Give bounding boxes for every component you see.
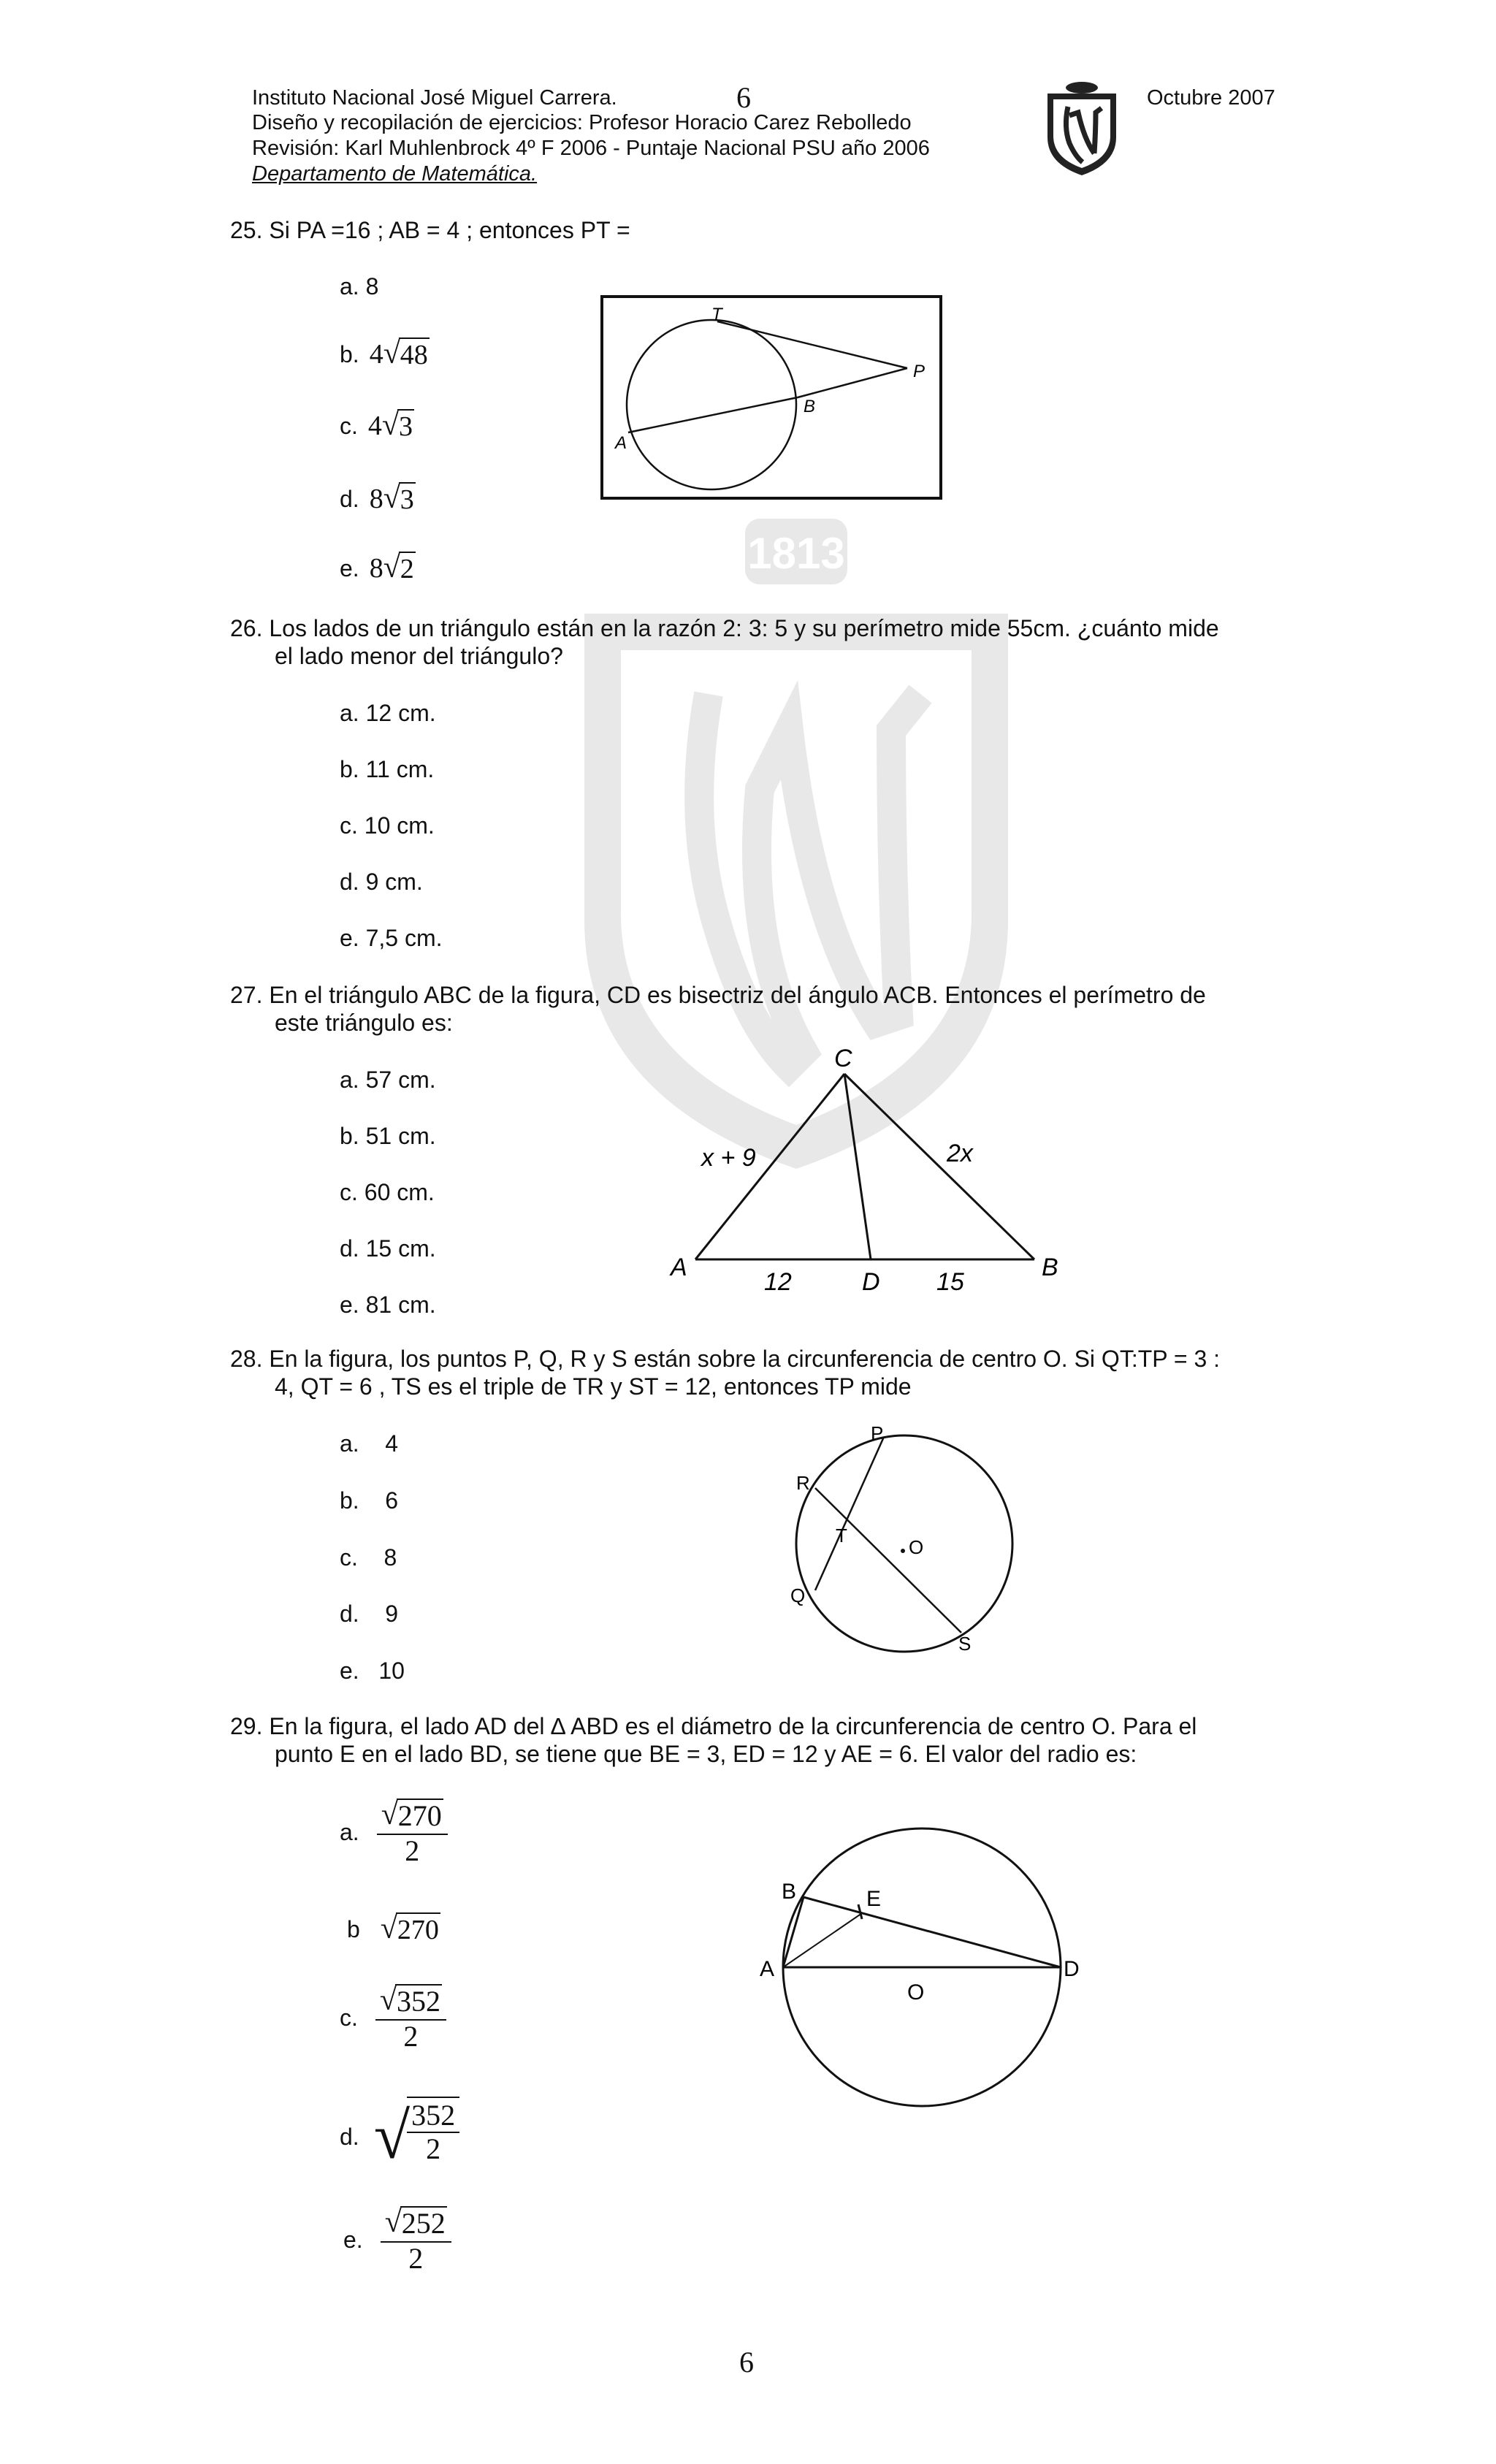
q25-figure (600, 295, 942, 500)
q28-figure (774, 1421, 1015, 1655)
q29-option-a-radicand: 270 (397, 1799, 442, 1832)
q29-option-a-label: a. (340, 1819, 359, 1845)
question-28-line1: 28. En la figura, los puntos P, Q, R y S están sobre la circunferencia de centro O. Si QT:TP = 3 : (230, 1346, 1221, 1372)
q28-option-b: b. 6 (340, 1487, 399, 1514)
q29-option-e: e. √ 252 2 (343, 2206, 451, 2273)
q28-label-Q: Q (790, 1584, 806, 1606)
q29-option-e-denominator: 2 (408, 2242, 424, 2275)
header-line1: Instituto Nacional José Miguel Carrera. (252, 86, 617, 110)
q26-option-d: d. 9 cm. (340, 869, 423, 895)
q27-option-e: e. 81 cm. (340, 1292, 436, 1318)
q25-option-e-radicand: 2 (399, 552, 416, 585)
q27-label-db: 15 (936, 1268, 964, 1296)
q28-option-a: a. 4 (340, 1430, 399, 1457)
q29-figure (738, 1823, 1080, 2129)
q29-label-E: E (866, 1887, 882, 1911)
q28-label-R: R (796, 1472, 810, 1494)
question-27-line1: 27. En el triángulo ABC de la figura, CD es bisectriz del ángulo ACB. Entonces el perímetro de (230, 982, 1206, 1008)
q29-option-c-denominator: 2 (403, 2020, 419, 2053)
question-29-line2: punto E en el lado BD, se tiene que BE = 3, ED = 12 y AE = 6. El valor del radio es: (275, 1741, 1137, 1767)
q28-option-e: e. 10 (340, 1658, 405, 1684)
header-line3: Revisión: Karl Muhlenbrock 4º F 2006 - Puntaje Nacional PSU año 2006 (252, 137, 930, 160)
q29-option-c-radicand: 352 (396, 1985, 440, 2018)
q27-label-C: C (834, 1045, 852, 1072)
q29-option-b: b √ 270 (347, 1912, 439, 1945)
watermark-year: 1813 (747, 529, 845, 578)
q25-option-c-radicand: 3 (397, 409, 414, 443)
q27-label-left-side: x + 9 (701, 1144, 756, 1172)
q29-option-e-label: e. (343, 2227, 363, 2253)
question-27-line2: este triángulo es: (275, 1010, 453, 1036)
q27-label-right-side: 2x (947, 1140, 973, 1167)
q29-option-e-radicand: 252 (401, 2207, 446, 2240)
q29-label-O: O (907, 1980, 925, 2005)
q28-label-T: T (836, 1525, 847, 1546)
q25-option-b-radicand: 48 (399, 337, 430, 371)
q29-option-d-numerator: 352 (407, 2101, 459, 2133)
q27-label-ad: 12 (764, 1268, 792, 1296)
q25-label-T: T (711, 305, 722, 324)
q29-option-d-label: d. (340, 2124, 359, 2150)
header-line2: Diseño y recopilación de ejercicios: Profesor Horacio Carez Rebolledo (252, 111, 912, 134)
q29-option-c: c. √ 352 2 (340, 1984, 446, 2051)
q25-option-b (340, 337, 430, 371)
q29-label-D: D (1064, 1957, 1080, 1981)
q27-figure (662, 1045, 1071, 1308)
q27-label-A: A (671, 1254, 687, 1281)
header-department: Departamento de Matemática. (252, 162, 538, 186)
q25-option-d: d. 8 √ 3 (340, 481, 414, 515)
q29-option-c-label: c. (340, 2005, 358, 2031)
q25-option-c-coef: 4 (367, 411, 382, 441)
q29-option-a: a. √ 270 2 (340, 1799, 448, 1866)
q25-option-b-value: 4 √ 48 (369, 337, 428, 370)
question-26-line1: 26. Los lados de un triángulo están en la razón 2: 3: 5 y su perímetro mide 55cm. ¿cuánto mide (230, 615, 1219, 641)
q27-option-a: a. 57 cm. (340, 1067, 436, 1093)
q25-label-P: P (913, 362, 926, 381)
q25-option-d-coef: 8 (369, 484, 383, 514)
institution-logo (1043, 80, 1121, 177)
q29-option-b-radicand: 270 (396, 1912, 440, 1946)
q27-option-b: b. 51 cm. (340, 1123, 436, 1149)
q29-option-a-denominator: 2 (405, 1834, 420, 1867)
question-26-line2: el lado menor del triángulo? (275, 643, 563, 669)
q27-option-c: c. 60 cm. (340, 1179, 435, 1205)
q25-option-b-label: b. (340, 341, 359, 367)
q25-option-c-label: c. (340, 413, 358, 439)
q26-option-a: a. 12 cm. (340, 700, 436, 726)
q28-option-c: c. 8 (340, 1544, 397, 1571)
q26-option-c: c. 10 cm. (340, 812, 435, 839)
question-28-line2: 4, QT = 6 , TS es el triple de TR y ST = 12, entonces TP mide (275, 1373, 912, 1400)
q25-option-a: a. 8 (340, 273, 379, 300)
q25-option-d-radicand: 3 (399, 482, 416, 516)
q29-option-b-label: b (347, 1916, 360, 1942)
q27-label-B: B (1042, 1254, 1058, 1281)
q28-label-S: S (958, 1633, 972, 1655)
q25-label-A: A (615, 433, 627, 453)
q26-option-b: b. 11 cm. (340, 756, 435, 782)
q26-option-e: e. 7,5 cm. (340, 925, 443, 951)
q27-label-D: D (862, 1268, 880, 1296)
q29-label-B: B (782, 1880, 797, 1904)
q28-label-P: P (871, 1422, 884, 1444)
q25-option-d-label: d. (340, 486, 359, 512)
q25-label-B: B (804, 397, 816, 416)
q25-option-b-coef: 4 (369, 339, 383, 370)
q25-option-e: e. 8 √ 2 (340, 551, 414, 584)
q25-option-e-label: e. (340, 555, 359, 581)
question-25: 25. Si PA =16 ; AB = 4 ; entonces PT = (230, 217, 630, 243)
page-number-top: 6 (736, 81, 751, 114)
q25-option-e-coef: 8 (369, 553, 383, 584)
q28-option-d: d. 9 (340, 1601, 399, 1627)
q29-label-A: A (760, 1957, 775, 1981)
q25-option-c: c. 4 √ 3 (340, 408, 413, 442)
q29-option-d: d. √ $\frac{352}{2}$ (340, 2097, 459, 2177)
page-number-bottom: 6 (739, 2346, 754, 2379)
q28-label-O: O (909, 1536, 924, 1558)
question-29-line1: 29. En la figura, el lado AD del ∆ ABD es el diámetro de la circunferencia de centro O. Para el (230, 1713, 1197, 1739)
q27-option-d: d. 15 cm. (340, 1235, 436, 1262)
q29-option-d-denominator: 2 (426, 2132, 441, 2165)
header-date: Octubre 2007 (1147, 86, 1275, 110)
